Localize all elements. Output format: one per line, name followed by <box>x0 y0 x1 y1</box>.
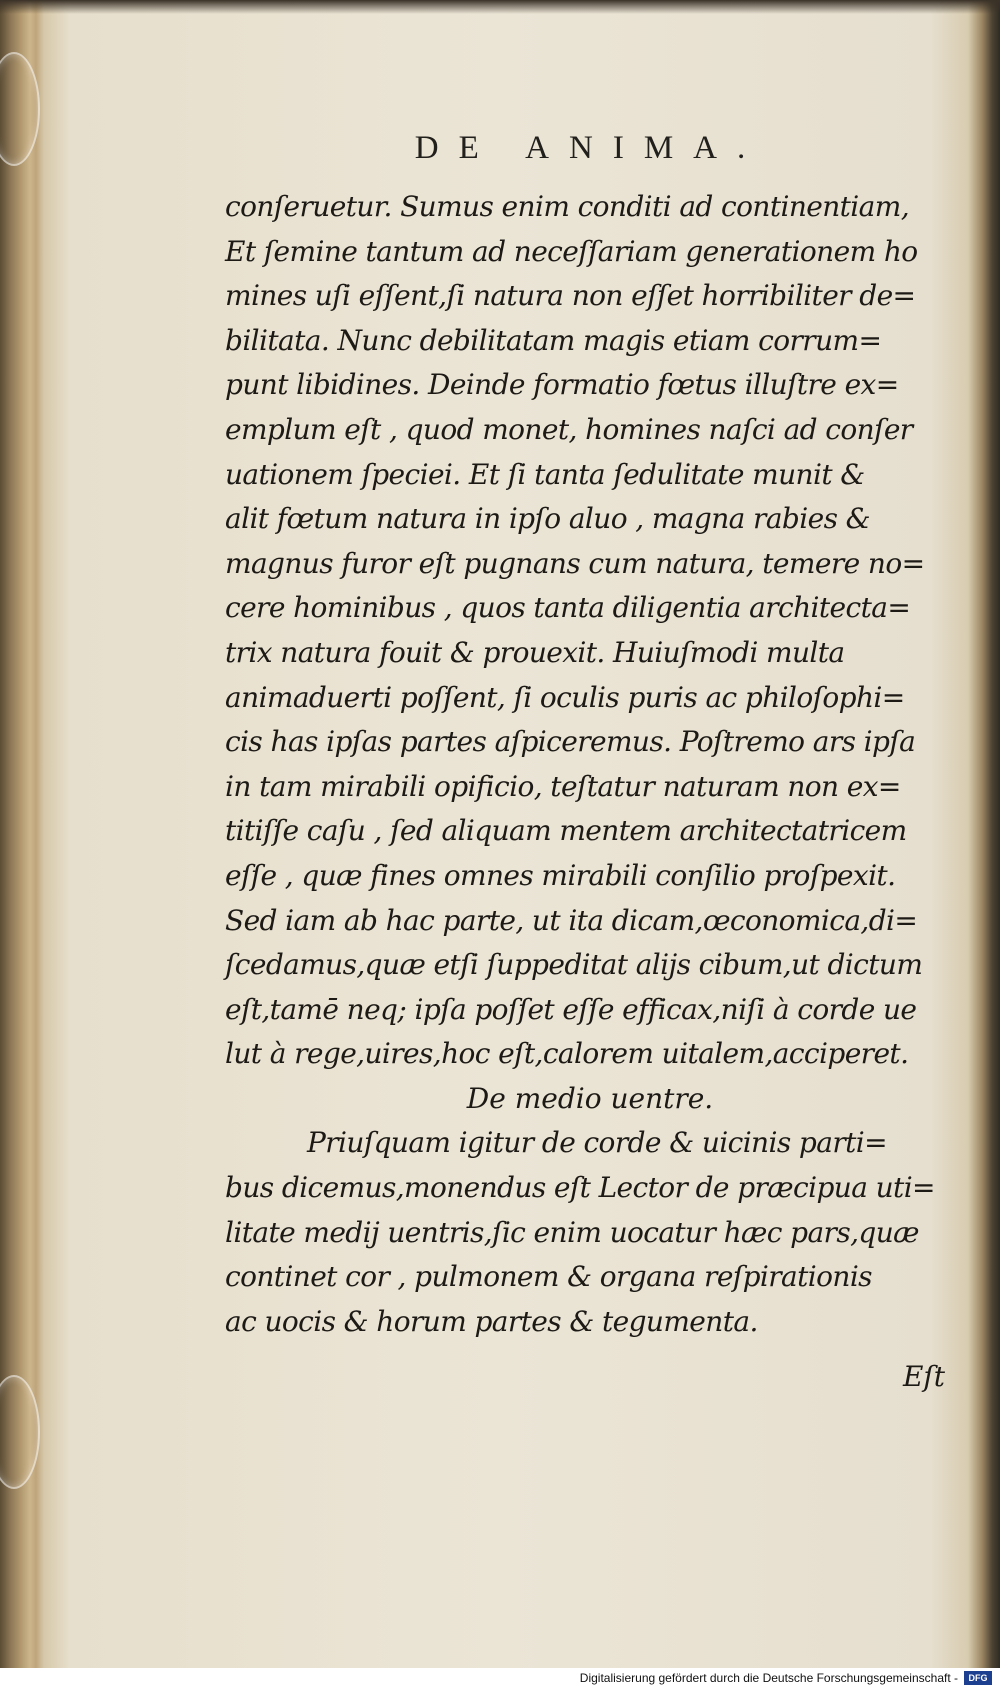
text-line: trix natura fouit & prouexit. Huiuſmodi multa <box>225 635 845 669</box>
text-line: mines uſi eſſent,ſi natura non eſſet horribiliter de= <box>225 279 916 313</box>
binding-ring-bottom <box>0 1375 40 1489</box>
digitization-footer <box>0 1668 1000 1690</box>
dfg-logo-icon: DFG <box>964 1671 992 1685</box>
binding-ring-top <box>0 52 40 166</box>
text-line: bilitata. Nunc debilitatam magis etiam corrum= <box>225 323 882 357</box>
text-line: cere hominibus , quos tanta diligentia architecta= <box>225 591 911 625</box>
catchword: Eſt <box>902 1360 945 1394</box>
text-line: conſeruetur. Sumus enim conditi ad continentiam, <box>225 190 910 223</box>
footer-credit: Digitalisierung gefördert durch die Deutsche Forschungsgemeinschaft - <box>579 1671 958 1685</box>
text-line: in tam mirabili opificio, teſtatur naturam non ex= <box>225 769 901 803</box>
text-line: litate medij uentris,ſic enim uocatur hæc pars,quæ <box>225 1215 919 1249</box>
page-top-shadow <box>0 0 1000 14</box>
text-line: cis has ipſas partes aſpiceremus. Poſtremo ars ipſa <box>225 725 916 759</box>
section-heading: De medio uentre. <box>466 1081 714 1115</box>
text-line: eſſe , quæ fines omnes mirabili conſilio proſpexit. <box>225 858 896 892</box>
text-line: Sed iam ab hac parte, ut ita dicam,œconomica,di= <box>225 903 918 937</box>
text-line: bus dicemus,monendus eſt Lector de præcipua uti= <box>225 1171 935 1205</box>
text-block <box>225 130 955 1393</box>
text-line: uationem ſpeciei. Et ſi tanta ſedulitate munit & <box>225 457 865 491</box>
text-line: titiſſe caſu , ſed aliquam mentem architectatricem <box>225 814 907 848</box>
text-line: continet cor , pulmonem & organa reſpirationis <box>225 1260 872 1294</box>
body-paragraph <box>225 185 955 1077</box>
text-line: emplum eſt , quod monet, homines naſci ad conſer <box>225 412 913 446</box>
text-line: ſcedamus,quæ etſi ſuppeditat alijs cibum,ut dictum <box>225 948 923 982</box>
text-line: Et ſemine tantum ad neceſſariam generationem ho <box>225 234 918 268</box>
text-line: ac uocis & horum partes & tegumenta. <box>225 1304 758 1338</box>
text-line: alit fœtum natura in ipſo aluo , magna rabies & <box>225 502 870 536</box>
text-line: lut à rege,uires,hoc eſt,calorem uitalem,acciperet. <box>225 1037 909 1071</box>
text-line: punt libidines. Deinde formatio fœtus illuſtre ex= <box>225 368 899 402</box>
text-line: magnus furor eſt pugnans cum natura, temere no= <box>225 546 925 580</box>
section-paragraph <box>225 1121 955 1344</box>
text-line: eſt,tamē neq; ipſa poſſet eſſe efficax,niſi à corde ue <box>225 992 917 1026</box>
text-line-indented: Priuſquam igitur de corde & uicinis parti= <box>307 1126 887 1160</box>
text-line: animaduerti poſſent, ſi oculis puris ac philoſophi= <box>225 680 905 714</box>
running-title: DE ANIMA. <box>414 130 766 166</box>
